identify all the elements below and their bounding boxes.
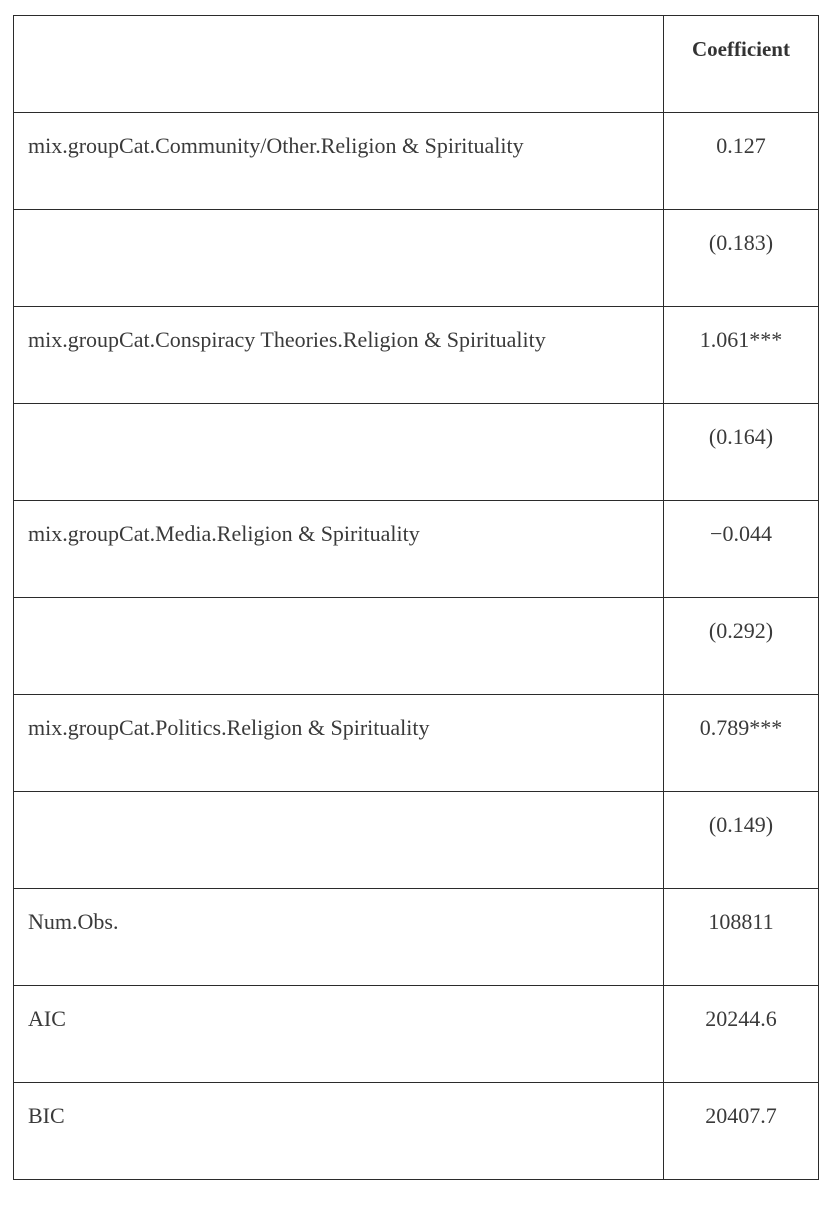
variable-label: mix.groupCat.Conspiracy Theories.Religion & Spirituality <box>28 327 546 352</box>
table-row <box>14 792 819 889</box>
header-variable-cell <box>14 16 664 113</box>
statistic-value: 20244.6 <box>705 1006 777 1031</box>
table-row <box>14 1083 819 1180</box>
variable-cell <box>14 695 664 792</box>
statistic-value: 20407.7 <box>705 1103 777 1128</box>
variable-cell <box>14 986 664 1083</box>
value-cell <box>664 1083 819 1180</box>
value-cell <box>664 695 819 792</box>
variable-cell <box>14 792 664 889</box>
value-cell <box>664 404 819 501</box>
standard-error-value: (0.183) <box>708 230 774 255</box>
variable-cell <box>14 210 664 307</box>
standard-error-value: (0.149) <box>708 812 774 837</box>
statistic-label: BIC <box>28 1103 65 1128</box>
coefficient-header: Coefficient <box>692 37 790 61</box>
variable-cell <box>14 889 664 986</box>
value-cell <box>664 792 819 889</box>
regression-table <box>13 15 819 1180</box>
statistic-label: Num.Obs. <box>28 909 119 934</box>
value-cell <box>664 986 819 1083</box>
variable-label: mix.groupCat.Community/Other.Religion & Spirituality <box>28 133 524 158</box>
value-cell <box>664 307 819 404</box>
variable-cell <box>14 307 664 404</box>
table-row <box>14 695 819 792</box>
statistic-value: 108811 <box>708 909 774 934</box>
variable-cell <box>14 404 664 501</box>
table-row <box>14 404 819 501</box>
header-row <box>14 16 819 113</box>
variable-cell <box>14 598 664 695</box>
standard-error-value: (0.292) <box>708 618 774 643</box>
value-cell <box>664 210 819 307</box>
value-cell <box>664 501 819 598</box>
standard-error-value: (0.164) <box>708 424 774 449</box>
coefficient-value: 0.789*** <box>699 715 783 740</box>
variable-label <box>14 210 663 230</box>
variable-label <box>14 404 663 424</box>
variable-label <box>14 792 663 812</box>
table-row <box>14 598 819 695</box>
variable-label: mix.groupCat.Media.Religion & Spirituality <box>28 521 420 546</box>
coefficient-value: 0.127 <box>716 133 766 158</box>
value-cell <box>664 113 819 210</box>
coefficient-value: −0.044 <box>710 521 772 546</box>
table-row <box>14 889 819 986</box>
statistic-label: AIC <box>28 1006 66 1031</box>
table-row <box>14 113 819 210</box>
value-cell <box>664 889 819 986</box>
table-row <box>14 986 819 1083</box>
value-cell <box>664 598 819 695</box>
header-coefficient-cell <box>664 16 819 113</box>
table-row <box>14 501 819 598</box>
table-row <box>14 307 819 404</box>
variable-cell <box>14 113 664 210</box>
variable-cell <box>14 1083 664 1180</box>
coefficient-value: 1.061*** <box>699 327 783 352</box>
variable-label: mix.groupCat.Politics.Religion & Spirituality <box>28 715 430 740</box>
variable-label <box>14 598 663 618</box>
table-row <box>14 210 819 307</box>
variable-cell <box>14 501 664 598</box>
